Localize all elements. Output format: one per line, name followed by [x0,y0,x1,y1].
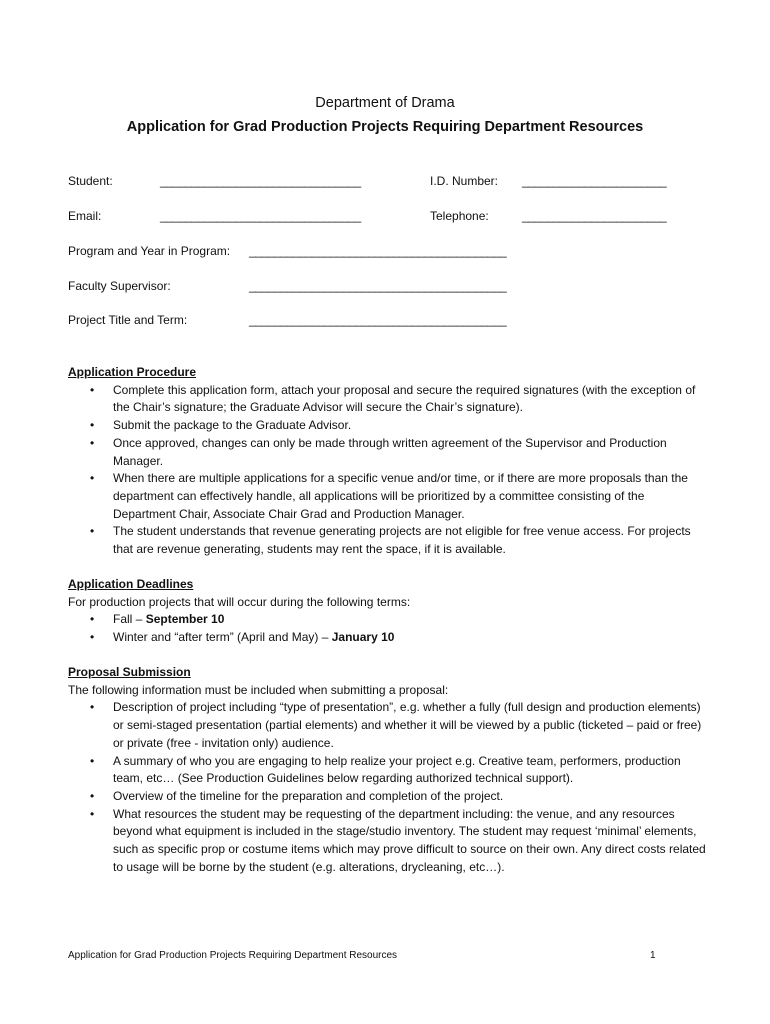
document-title: Application for Grad Production Projects Requiring Department Resources [126,119,644,135]
email-label: Email: [68,209,102,223]
deadlines-list [68,611,708,646]
bullet-icon: • [90,700,95,715]
application-procedure-section [68,364,708,559]
list-item: • Complete this application form, attach your proposal and secure the required signatures (with the exception of the Chair’s signature; the Graduate Advisor will secure the Chair’s signature). [90,382,696,415]
list-item: • Winter and “after term” (April and May) – January 10 [68,629,708,647]
telephone-label: Telephone: [430,209,489,223]
student-label: Student: [68,174,113,188]
list-item: • Once approved, changes can only be made through written agreement of the Supervisor and Production Manager. [90,435,667,468]
list-item: • Fall – September 10 [68,611,708,629]
list-item: • A summary of who you are engaging to help realize your project e.g. Creative team, performers, production team, etc… (See Production Guidelines below regarding authorized technical support). [90,753,681,786]
proposal-submission-section [68,664,708,876]
deadlines-intro: For production projects that will occur during the following terms: [68,594,411,609]
faculty-supervisor-label: Faculty Supervisor: [68,279,171,293]
list-item: • Description of project including “type of presentation”, e.g. whether a fully (full design and production elements) or semi-staged presentation (partial elements) and whether it will be viewed by a public (ticketed – paid or free) or private (free - invitation only) audience. [90,700,702,750]
list-item: • What resources the student may be requesting of the department including: the venue, and any resources beyond what equipment is included in the stage/studio inventory. The student may request ‘minimal’ elements, such as specific prop or costume items which may prove difficult to source on their own. Any direct costs related to usage will be borne by the student (e.g. alterations, drycleaning, etc…). [90,806,706,874]
email-field[interactable]: ________________________________ [160,209,361,223]
application-deadlines-section [68,576,708,647]
section-heading: Application Deadlines [68,577,194,591]
bullet-icon: • [90,435,95,450]
list-item: • Overview of the timeline for the preparation and completion of the project. [68,788,708,806]
page-number: 1 [650,950,656,961]
procedure-list [68,382,708,559]
program-label: Program and Year in Program: [68,244,231,258]
bullet-icon: • [90,524,95,539]
id-number-label: I.D. Number: [430,174,499,188]
list-item: • When there are multiple applications for a specific venue and/or time, or if there are more proposals than the department can effectively handle, all applications will be prioritized by a committee consisting of the Department Chair, Associate Chair Grad and Production Manager. [90,471,688,521]
bullet-icon: • [90,612,95,627]
deadline-date: September 10 [145,612,225,627]
bullet-icon: • [90,418,95,433]
id-number-field[interactable]: _______________________ [522,174,667,188]
department-name: Department of Drama [315,95,455,111]
bullet-icon: • [90,471,95,486]
program-field[interactable]: _________________________________________ [249,244,507,258]
section-heading: Application Procedure [68,365,197,379]
student-field[interactable]: ________________________________ [160,174,361,188]
proposal-intro: The following information must be included when submitting a proposal: [68,682,449,697]
list-item: • Submit the package to the Graduate Advisor. [68,417,708,435]
bullet-icon: • [90,788,95,803]
faculty-supervisor-field[interactable]: _________________________________________ [249,279,507,293]
project-title-field[interactable]: _________________________________________ [249,313,507,327]
bullet-icon: • [90,806,95,821]
footer-title: Application for Grad Production Projects Requiring Department Resources [68,950,398,961]
telephone-field[interactable]: _______________________ [522,209,667,223]
bullet-icon: • [90,382,95,397]
bullet-icon: • [90,630,95,645]
proposal-list [68,699,708,876]
list-item: • The student understands that revenue generating projects are not eligible for free venue access. For projects that are revenue generating, students may rent the space, if it is available. [90,524,691,557]
deadline-date: January 10 [331,630,395,645]
section-heading: Proposal Submission [68,665,191,679]
bullet-icon: • [90,753,95,768]
project-title-label: Project Title and Term: [68,313,188,327]
